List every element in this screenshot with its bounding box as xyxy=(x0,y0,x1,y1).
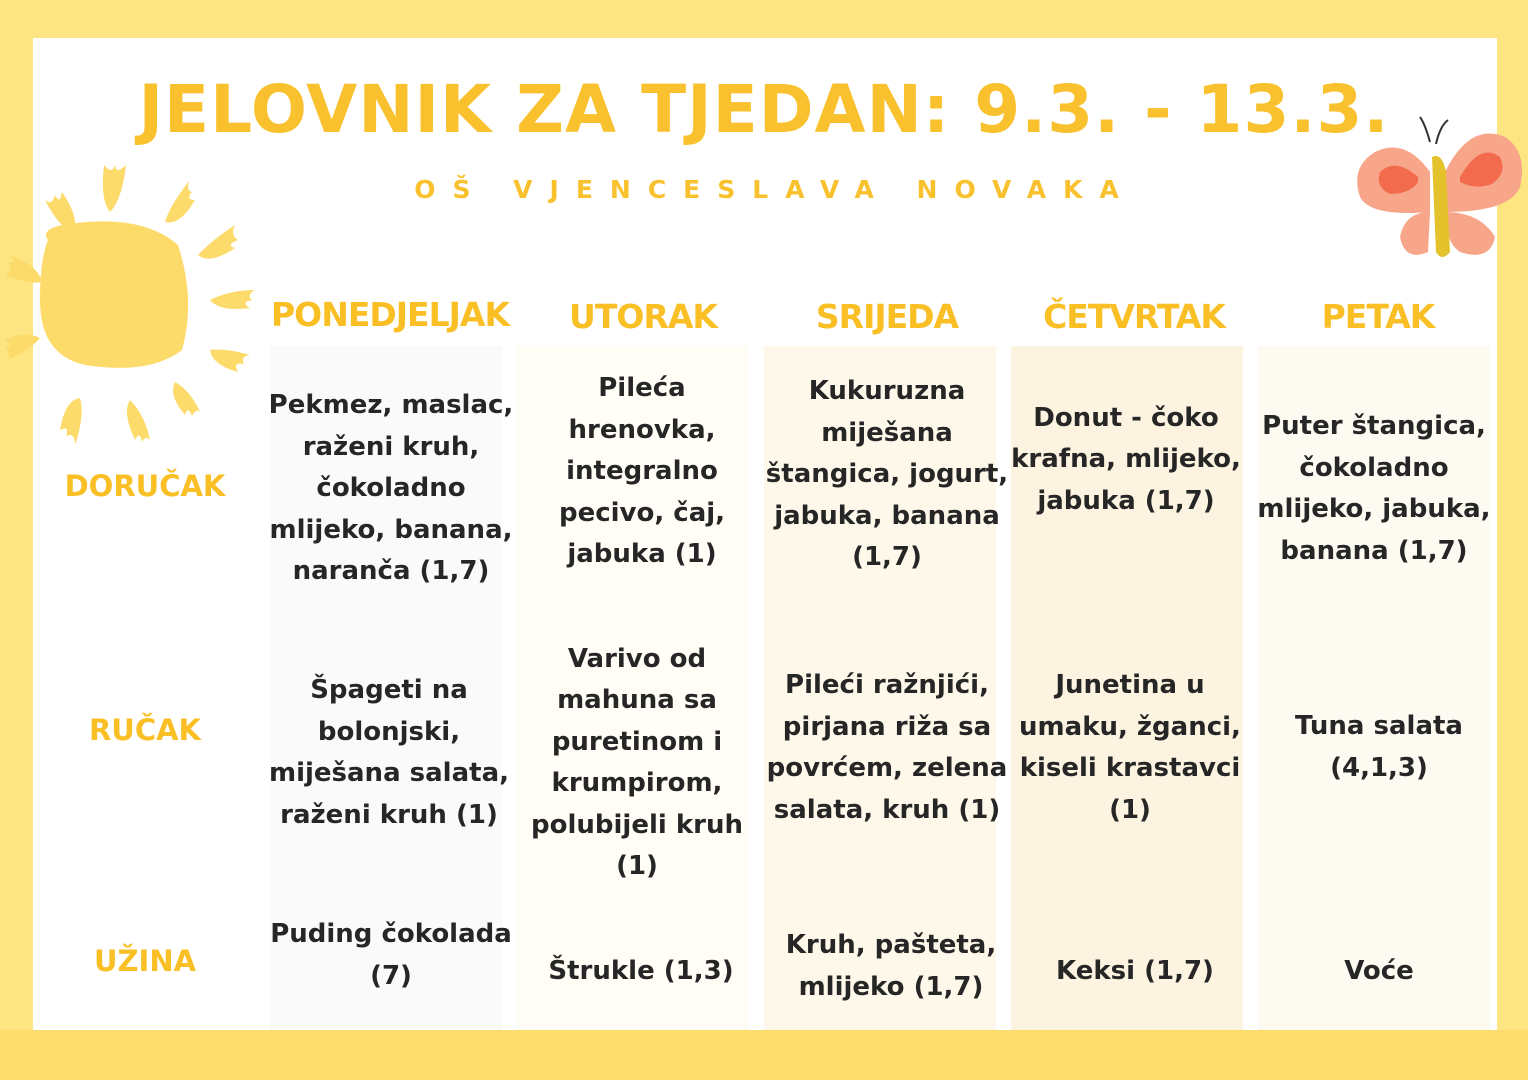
frame-bottom-band xyxy=(0,1030,1528,1080)
day-header-wednesday: SRIJEDA xyxy=(815,297,959,336)
menu-cell-breakfast-monday: Pekmez, maslac, raženi kruh, čokoladno mlijeko, banana, naranča (1,7) xyxy=(268,390,514,587)
menu-cell-lunch-monday: Špageti na bolonjski, miješana salata, raženi kruh (1) xyxy=(268,675,509,830)
meal-label-lunch: RUČAK xyxy=(88,713,202,747)
menu-cell-lunch-wednesday: Pileći ražnjići, pirjana riža sa povrćem, zelena salata, kruh (1) xyxy=(766,670,1008,825)
menu-cell-breakfast-friday: Puter štangica, čokoladno mlijeko, jabuka, banana (1,7) xyxy=(1257,411,1491,566)
menu-cell-breakfast-thursday: Donut - čoko krafna, mlijeko, jabuka (1,7) xyxy=(1011,402,1241,516)
menu-cell-breakfast-tuesday: Pileća hrenovka, integralno pecivo, čaj, jabuka (1) xyxy=(558,373,726,570)
menu-cell-snack-tuesday: Štrukle (1,3) xyxy=(548,956,734,987)
day-header-thursday: ČETVRTAK xyxy=(1043,297,1225,336)
menu-cell-breakfast-wednesday: Kukuruzna miješana štangica, jogurt, jabuka, banana (1,7) xyxy=(765,376,1009,573)
meal-label-breakfast: DORUČAK xyxy=(64,469,226,503)
menu-cell-snack-monday: Puding čokolada (7) xyxy=(270,919,512,991)
menu-cell-lunch-tuesday: Varivo od mahuna sa puretinom i krumpirom, polubijeli kruh (1) xyxy=(531,643,743,881)
page-title: JELOVNIK ZA TJEDAN: 9.3. - 13.3. xyxy=(138,71,1390,148)
day-header-friday: PETAK xyxy=(1321,297,1435,336)
day-header-tuesday: UTORAK xyxy=(569,297,717,336)
menu-cell-lunch-thursday: Junetina u umaku, žganci, kiseli krastavci (1) xyxy=(1019,670,1241,825)
meal-label-snack: UŽINA xyxy=(93,944,197,978)
menu-cell-snack-thursday: Keksi (1,7) xyxy=(1056,956,1214,987)
menu-cell-snack-friday: Voće xyxy=(1344,956,1414,987)
menu-cell-snack-wednesday: Kruh, pašteta, mlijeko (1,7) xyxy=(785,930,997,1002)
menu-cell-lunch-friday: Tuna salata (4,1,3) xyxy=(1295,711,1463,783)
day-header-monday: PONEDJELJAK xyxy=(270,295,510,334)
school-name: OŠ VJENCESLAVA NOVAKA xyxy=(414,175,1136,204)
